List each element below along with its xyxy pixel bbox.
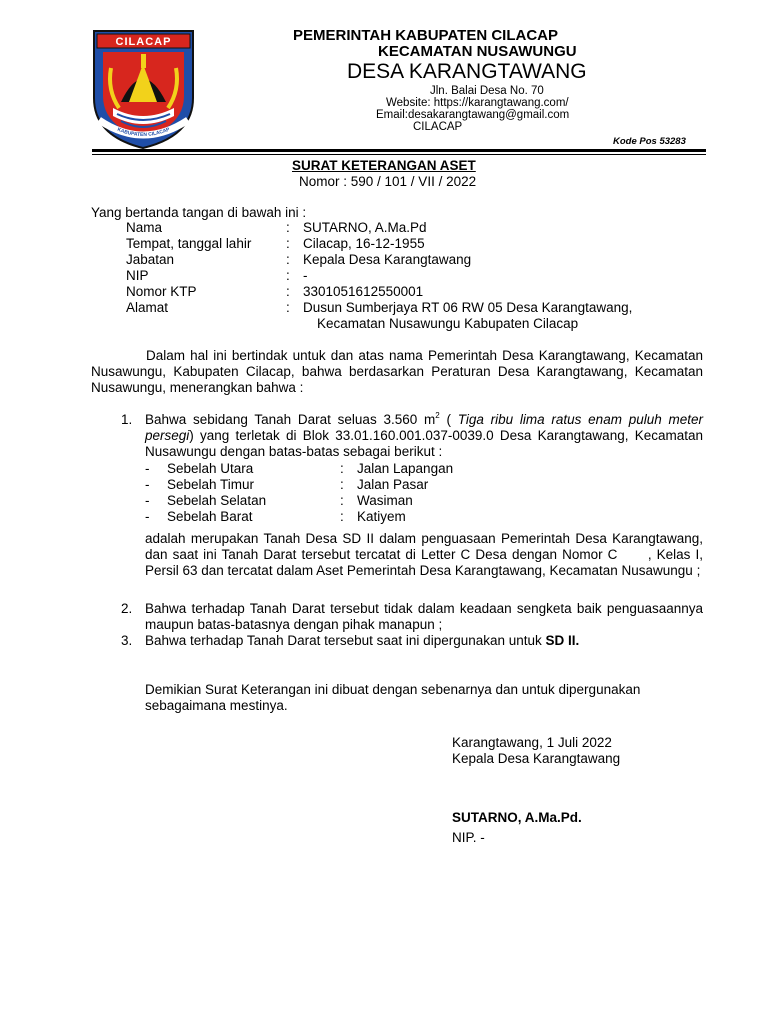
- identity-label: Nomor KTP: [126, 284, 197, 299]
- boundary-separator: :: [340, 493, 344, 508]
- identity-value: Cilacap, 16-12-1955: [303, 236, 425, 251]
- email-line: Email:desakarangtawang@gmail.com: [376, 109, 570, 121]
- item-1-italic: Tiga ribu lima ratus enam puluh meter persegi: [145, 412, 704, 443]
- boundary-dash: -: [145, 477, 150, 492]
- cilacap-logo: [91, 28, 196, 150]
- boundary-separator: :: [340, 509, 344, 524]
- letter-title: SURAT KETERANGAN ASET: [292, 158, 476, 173]
- government-line: PEMERINTAH KABUPATEN CILACAP: [293, 27, 558, 44]
- identity-separator: :: [286, 300, 290, 315]
- postal-code: Kode Pos 53283: [613, 136, 686, 147]
- boundary-label: Sebelah Selatan: [167, 493, 267, 508]
- item-3-bold: SD II.: [545, 633, 580, 648]
- identity-value: Kepala Desa Karangtawang: [303, 252, 472, 267]
- closing-paragraph: Demikian Surat Keterangan ini dibuat dengan sebenarnya dan untuk dipergunakan sebagaimana mestinya.: [145, 682, 641, 713]
- boundary-separator: :: [340, 461, 344, 476]
- item-3-number: 3.: [121, 633, 133, 648]
- boundary-dash: -: [145, 509, 150, 524]
- item-1-pre: Bahwa sebidang Tanah Darat seluas 3.560 m: [145, 412, 436, 427]
- identity-separator: :: [286, 236, 290, 251]
- boundary-label: Sebelah Utara: [167, 461, 254, 476]
- boundary-dash: -: [145, 493, 150, 508]
- header-rule-thick: [92, 149, 706, 152]
- identity-label: NIP: [126, 268, 149, 283]
- identity-value: -: [303, 268, 308, 283]
- letter-number: Nomor : 590 / 101 / VII / 2022: [299, 174, 477, 189]
- logo-ribbon-text: KABUPATEN CILACAP: [116, 126, 171, 139]
- item-1-text: [145, 412, 703, 460]
- identity-separator: :: [286, 252, 290, 267]
- identity-address-continued: Kecamatan Nusawungu Kabupaten Cilacap: [317, 316, 579, 331]
- intro-text: Yang bertanda tangan di bawah ini :: [91, 205, 307, 220]
- boundary-dash: -: [145, 461, 150, 476]
- city-line: CILACAP: [413, 121, 463, 133]
- item-3-text: [145, 633, 579, 649]
- identity-label: Alamat: [126, 300, 169, 315]
- identity-value: Dusun Sumberjaya RT 06 RW 05 Desa Karangtawang,: [303, 300, 633, 315]
- boundary-value: Katiyem: [357, 509, 406, 524]
- signature-place-date: Karangtawang, 1 Juli 2022: [452, 735, 612, 750]
- boundary-label: Sebelah Timur: [167, 477, 255, 492]
- website-line: Website: https://karangtawang.com/: [386, 97, 569, 109]
- item-2-number: 2.: [121, 601, 133, 616]
- boundary-label: Sebelah Barat: [167, 509, 253, 524]
- item-2-text: Bahwa terhadap Tanah Darat tersebut tidak dalam keadaan sengketa baik penguasaannya maupun batas-batasnya dengan pihak manapun ;: [145, 601, 703, 632]
- identity-separator: :: [286, 268, 290, 283]
- item-1-post: ) yang terletak di Blok 33.01.160.001.037-0039.0 Desa Karangtawang, Kecamatan Nusawungu dengan batas-batas sebagai berikut :: [145, 428, 703, 459]
- boundary-value: Wasiman: [357, 493, 413, 508]
- identity-value: SUTARNO, A.Ma.Pd: [303, 220, 427, 235]
- logo-text: CILACAP: [115, 36, 172, 48]
- signatory-nip: NIP. -: [452, 830, 485, 845]
- item-1-number: 1.: [121, 412, 133, 427]
- signature-position: Kepala Desa Karangtawang: [452, 751, 621, 766]
- boundary-value: Jalan Pasar: [357, 477, 429, 492]
- boundary-value: Jalan Lapangan: [357, 461, 454, 476]
- boundary-separator: :: [340, 477, 344, 492]
- village-line: DESA KARANGTAWANG: [347, 60, 587, 83]
- item-3-body: Bahwa terhadap Tanah Darat tersebut saat ini dipergunakan untuk: [145, 633, 546, 648]
- address-line: Jln. Balai Desa No. 70: [430, 85, 544, 97]
- district-line: KECAMATAN NUSAWUNGU: [378, 43, 577, 60]
- identity-label: Nama: [126, 220, 163, 235]
- identity-separator: :: [286, 220, 290, 235]
- identity-separator: :: [286, 284, 290, 299]
- header-rule-thin: [92, 154, 706, 155]
- item-1-continuation: adalah merupakan Tanah Desa SD II dalam penguasaan Pemerintah Desa Karangtawang, dan saat ini Tanah Darat tersebut tercatat di Letter C Desa dengan Nomor C , Kelas I, Persil 63 dan tercatat dalam Aset Pemerintah Desa Karangtawang, Kecamatan Nusawungu ;: [145, 531, 707, 578]
- identity-label: Jabatan: [126, 252, 175, 267]
- item-1-open: (: [439, 412, 458, 427]
- identity-value: 3301051612550001: [303, 284, 424, 299]
- opening-paragraph: Dalam hal ini bertindak untuk dan atas nama Pemerintah Desa Karangtawang, Kecamatan Nusawungu, Kabupaten Cilacap, bahwa berdasarkan Peraturan Desa Karangtawang, Kecamatan Nusawungu, menerangkan bahwa :: [91, 348, 703, 395]
- identity-label: Tempat, tanggal lahir: [126, 236, 252, 251]
- signatory-name: SUTARNO, A.Ma.Pd.: [452, 810, 582, 825]
- item-1-sup: 2: [435, 411, 440, 420]
